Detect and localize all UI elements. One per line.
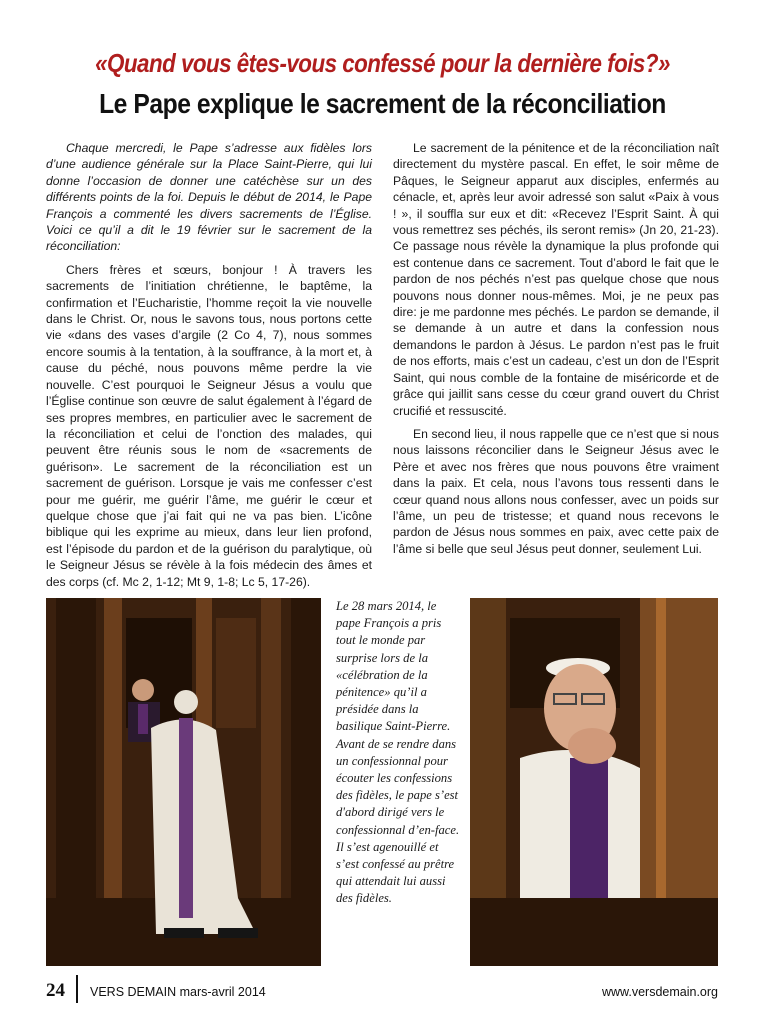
article-intro: Chaque mercredi, le Pape s’adresse aux fidèles lors d’une audience générale sur la Place Saint-Pierre, qui lui donne l’occasion de donner une catéchèse sur un des différents points de la foi. Depuis le début de 2014, le Pape François a commenté les divers sacrements de l’Église. Voici ce qu’il a dit le 19 février sur le sacrement de la réconciliation: <box>46 141 372 254</box>
column-left <box>46 140 372 597</box>
photo-pope-confessional <box>470 598 718 966</box>
confessional-kneeling-illustration <box>46 598 321 966</box>
article-paragraph-3: En second lieu, il nous rappelle que ce n’est que si nous nous laissons réconcilier dans le Seigneur Jésus avec le Père et avec nos frères que nous pouvons être vraiment dans la paix. Et cela, nous l’avons tous ressenti dans le cœur quand nous allons nous confesser, avec un poids sur l’âme, un peu de tristesse; et quand nous recevons le pardon de Jésus nous sommes en paix, avec cette paix de l’âme si belle que seul Jésus peut donner, seulement Lui. <box>393 426 719 556</box>
publication-line: VERS DEMAIN mars-avril 2014 <box>90 985 266 999</box>
page-number: 24 <box>46 980 65 1001</box>
photo-caption: Le 28 mars 2014, le pape François a pris tout le monde par surprise lors de la «célébration de la pénitence» qu’il a présidée dans la basilique Saint-Pierre. Avant de se rendre dans un confessionnal pour écouter les confessions des fidèles, le pape s’est d'abord dirigé vers le confessionnal d’en-face. Il s’est agenouillé et s’est confessé au prêtre qui attendait lui aussi des fidèles. <box>336 599 460 906</box>
article-title: Le Pape explique le sacrement de la réconciliation <box>99 88 666 119</box>
article-paragraph-2: Le sacrement de la pénitence et de la réconciliation naît directement du mystère pascal. En effet, le soir même de Pâques, le Seigneur apparut aux disciples, enfermés au cénacle, et, après leur avoir adressé son salut «Paix à vous ! », il souffla sur eux et dit: «Recevez l’Esprit Saint. À qui vous remettrez ses péchés, ils seront remis» (Jn 20, 21-23). Ce passage nous révèle la dynamique la plus profonde qui est contenue dans ce sacrement. Tout d’abord le fait que le pardon de nos péchés n’est pas quelque chose que nous pouvons nous donner nous-mêmes. Moi, je ne peux pas dire: je me pardonne mes péchés. Le pardon se demande, il se demande à un autre et dans la confession nous demandons le pardon à Jésus. Le pardon n’est pas le fruit de nos efforts, mais c’est un cadeau, c’est un don de l’Esprit Saint, qui nous comble de la fontaine de miséricorde et de grâce qui jaillit sans cesse du cœur grand ouvert du Christ crucifié et ressuscité. <box>393 141 719 418</box>
website-link[interactable]: www.versdemain.org <box>601 985 718 999</box>
article-kicker: «Quand vous êtes-vous confessé pour la dernière fois?» <box>95 48 670 78</box>
photo-pope-kneeling <box>46 598 321 966</box>
confessional-seated-illustration <box>470 598 718 966</box>
column-right <box>393 140 719 564</box>
article-paragraph-1: Chers frères et sœurs, bonjour ! À travers les sacrements de l’initiation chrétienne, le baptême, la confirmation et l’Eucharistie, l’homme reçoit la vie nouvelle dans le Christ. Or, nous le savons tous, nous portons cette vie «dans des vases d’argile (2 Co 4, 7), nous sommes encore soumis à la tentation, à la souffrance, à la mort et, à cause du péché, nous pouvons même perdre la vie nouvelle. C’est pourquoi le Seigneur Jésus a voulu que l’Église continue son œuvre de salut également à l’égard de ses propres membres, en particulier avec le sacrement de la réconciliation et celui de l’onction des malades, qui peuvent être réunis sous le nom de «sacrements de guérison». Le sacrement de la réconciliation est un sacrement de guérison. Lorsque je vais me confesser c’est pour me guérir, me guérir l’âme, me guérir le cœur et quelque chose que j’ai fait qui ne va pas bien. L’icône biblique qui les exprime au mieux, dans leur lien profond, est l’épisode du pardon et de la guérison du paralytique, où le Seigneur Jésus se révèle à la fois médecin des âmes et des corps (cf. Mc 2, 1-12; Mt 9, 1-8; Lc 5, 17-26). <box>46 262 372 589</box>
footer-divider <box>76 975 78 1003</box>
